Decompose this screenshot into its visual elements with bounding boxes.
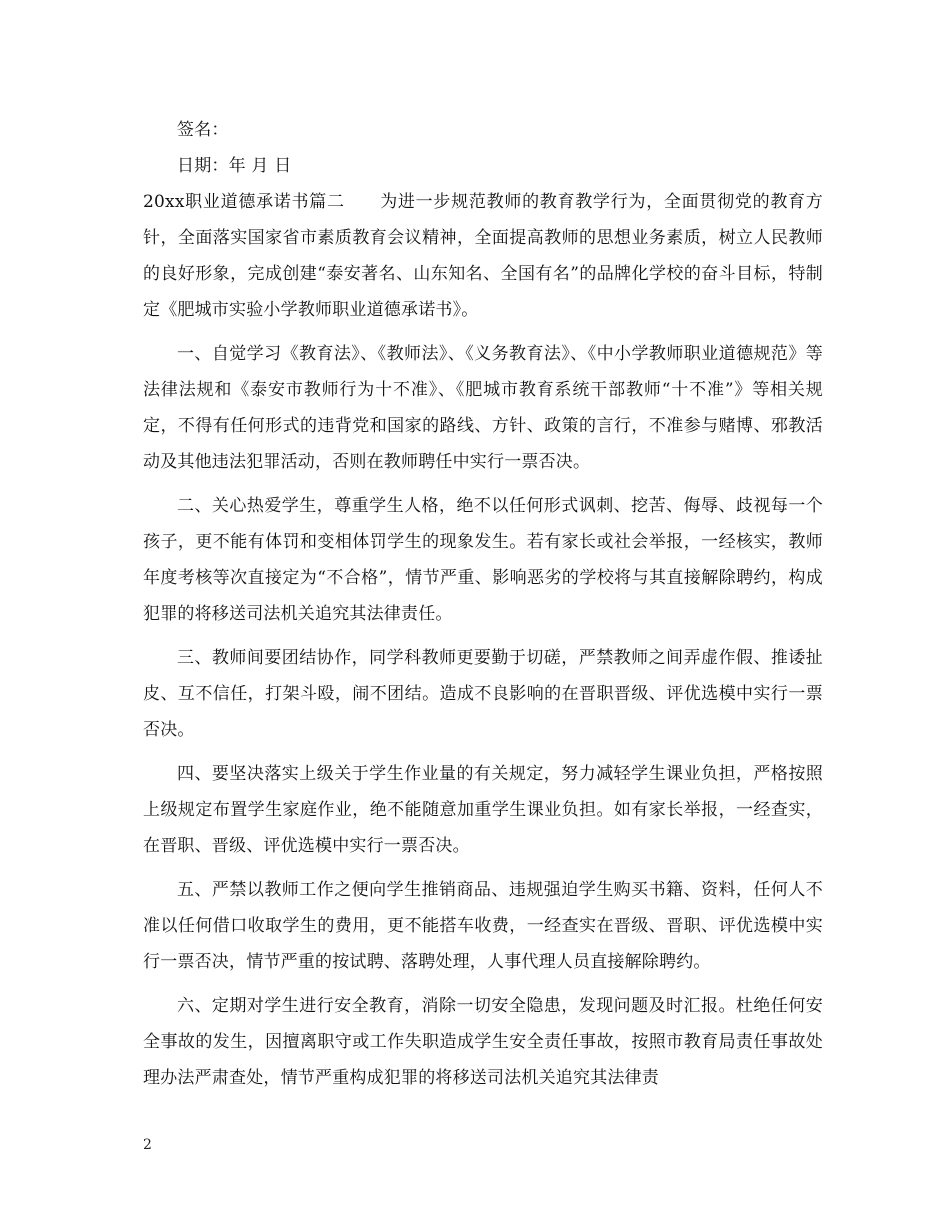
paragraph-item-3: 三、教师间要团结协作，同学科教师更要勤于切磋，严禁教师之间弄虚作假、推诿扯皮、互不信任，打架斗殴，闹不团结。造成不良影响的在晋职晋级、评优选模中实行一票否决。 bbox=[143, 648, 823, 740]
paragraph-item-1: 一、自觉学习《教育法》、《教师法》、《义务教育法》、《中小学教师职业道德规范》等法律法规和《泰安市教师行为十不准》、《肥城市教育系统干部教师“十不准”》等相关规定，不得有任何形式的违背党和国家的路线、方针、政策的言行，不准参与赌博、邪教活动及其他违法犯罪活动，否则在教师聘任中实行一票否决。 bbox=[143, 344, 823, 472]
paragraph-item-2: 二、关心热爱学生，尊重学生人格，绝不以任何形式讽刺、挖苦、侮辱、歧视每一个孩子，更不能有体罚和变相体罚学生的现象发生。若有家长或社会举报，一经核实，教师年度考核等次直接定为“不合格”，情节严重、影响恶劣的学校将与其直接解除聘约，构成犯罪的将移送司法机关追究其法律责任。 bbox=[143, 496, 823, 624]
paragraph-item-4: 四、要坚决落实上级关于学生作业量的有关规定，努力减轻学生课业负担，严格按照上级规定布置学生家庭作业，绝不能随意加重学生课业负担。如有家长举报，一经查实，在晋职、晋级、评优选模中实行一票否决。 bbox=[143, 764, 823, 856]
paragraph-item-6: 六、定期对学生进行安全教育，消除一切安全隐患，发现问题及时汇报。杜绝任何安全事故的发生，因擅离职守或工作失职造成学生安全责任事故，按照市教育局责任事故处理办法严肃查处，情节严重构成犯罪的将移送司法机关追究其法律责 bbox=[143, 996, 823, 1088]
date-line: 日期：年 月 日 bbox=[177, 156, 292, 176]
signature-line: 签名： bbox=[177, 120, 229, 140]
paragraph-intro: 20xx职业道德承诺书篇二 为进一步规范教师的教育教学行为，全面贯彻党的教育方针，全面落实国家省市素质教育会议精神，全面提高教师的思想业务素质，树立人民教师的良好形象，完成创建“泰安著名、山东知名、全国有名”的品牌化学校的奋斗目标，特制定《肥城市实验小学教师职业道德承诺书》。 bbox=[143, 192, 823, 320]
page-number: 2 bbox=[143, 1137, 152, 1153]
paragraph-item-5: 五、严禁以教师工作之便向学生推销商品、违规强迫学生购买书籍、资料，任何人不准以任何借口收取学生的费用，更不能搭车收费，一经查实在晋级、晋职、评优选模中实行一票否决，情节严重的按试聘、落聘处理，人事代理人员直接解除聘约。 bbox=[143, 880, 823, 972]
document-body bbox=[143, 112, 823, 1104]
